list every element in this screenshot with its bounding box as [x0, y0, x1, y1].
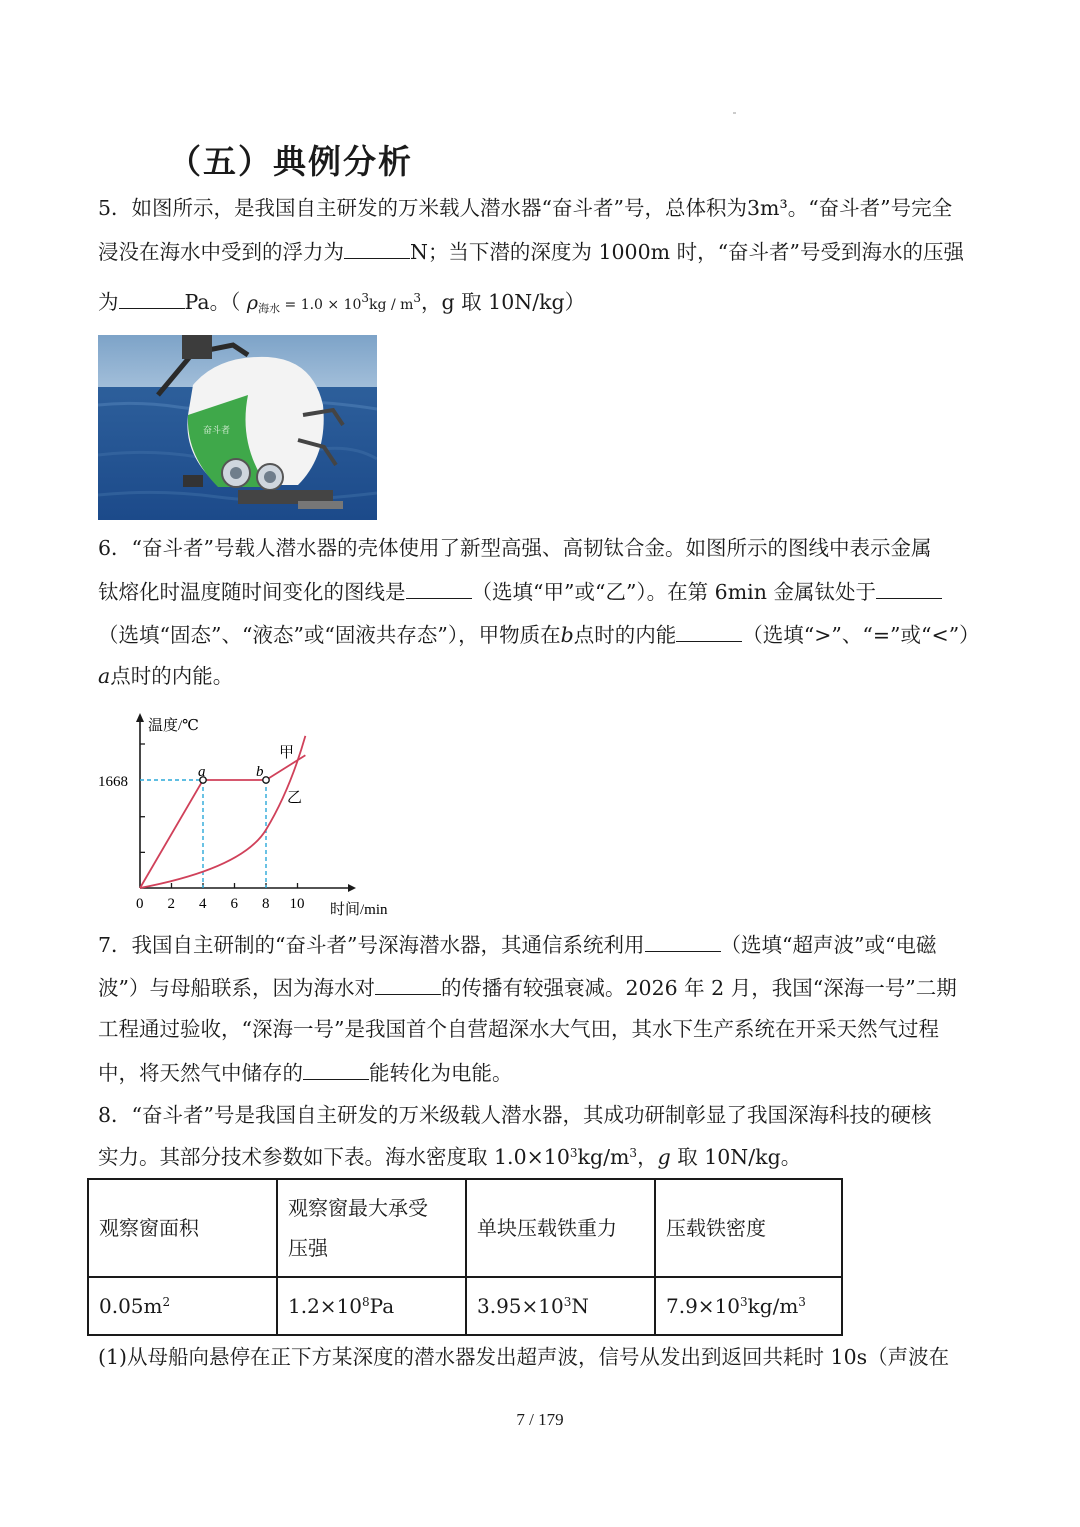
y-axis-label: 温度/℃: [148, 718, 199, 734]
q8-sub-1: (1)从母船向悬停在正下方某深度的潜水器发出超声波，信号从发出到返回共耗时 10s（声波在: [98, 1345, 950, 1369]
table-row: [88, 1277, 842, 1335]
q7-line-4: 中，将天然气中储存的 能转化为电能。: [98, 1057, 513, 1088]
cell-ballast-density: $7.9\times 10^3kg/m^3$: [655, 1277, 842, 1335]
x-axis-label: 时间/min: [330, 902, 388, 918]
q7-blank-attenuation[interactable]: [375, 972, 441, 995]
parameter-table: [87, 1178, 843, 1336]
header-ballast-density: 压载铁密度: [655, 1179, 842, 1277]
x-axis-arrow: [348, 884, 356, 892]
curve-label-jia: 甲: [279, 745, 295, 761]
section-heading: （五）典例分析: [168, 142, 413, 181]
q6-line-3: （选填“固态”、“液态”或“固液共存态”），甲物质在b点时的内能 （选填“>”、“=”或“<”）: [98, 619, 980, 650]
temperature-time-graph: [90, 708, 420, 923]
q5-line-3: 为 Pa。（ $\rho_{海水} = 1.0 \times 10^3kg / m^3$，g 取 10N/kg）: [98, 286, 585, 320]
q7-line-2: 波”）与母船联系，因为海水对 的传播有较强衰减。2026 年 2 月，我国“深海一号”二期: [98, 972, 957, 1003]
x-tick-label: 2: [167, 896, 175, 912]
q6-blank-state[interactable]: [876, 576, 942, 599]
hull-marking: 奋斗者: [203, 426, 231, 436]
q6-line-1: 6．“奋斗者”号载人潜水器的壳体使用了新型高强、高韧钛合金。如图所示的图线中表示金属: [98, 536, 932, 560]
q8-line-2: 实力。其部分技术参数如下表。海水密度取 $1.0\times 10^3kg/m^3$，g 取 10N/kg。: [98, 1145, 802, 1169]
header-max-pressure: 观察窗最大承受 压强: [277, 1179, 466, 1277]
x-tick-label: 8: [262, 896, 270, 912]
q6-blank-energy[interactable]: [676, 619, 742, 642]
q8-line-1: 8．“奋斗者”号是我国自主研发的万米级载人潜水器，其成功研制彰显了我国深海科技的硬核: [98, 1103, 932, 1127]
q5-blank-buoyancy[interactable]: [344, 236, 410, 259]
point-b: [263, 777, 269, 783]
q6-line-2: 钛熔化时温度随时间变化的图线是 （选填“甲”或“乙”）。在第 6min 金属钛处于: [98, 576, 942, 607]
q7-blank-energy[interactable]: [303, 1057, 369, 1080]
curve-jia: [140, 755, 305, 888]
curve-label-yi: 乙: [287, 790, 303, 806]
y-axis-arrow: [136, 713, 144, 722]
header-window-area: 观察窗面积: [88, 1179, 277, 1277]
cell-ballast-weight: $3.95\times 10^3N$: [466, 1277, 655, 1335]
q7-line-1: 7．我国自主研制的“奋斗者”号深海潜水器，其通信系统利用 （选填“超声波”或“电磁: [98, 929, 936, 960]
q7-line-3: 工程通过验收，“深海一号”是我国首个自营超深水大气田，其水下生产系统在开采天然气过程: [98, 1017, 939, 1041]
q5-line-1: 5．如图所示，是我国自主研发的万米载人潜水器“奋斗者”号，总体积为3m³。“奋斗者”号完全: [98, 196, 953, 220]
table-header-row: [88, 1179, 842, 1277]
q5-line-2: 浸没在海水中受到的浮力为 N；当下潜的深度为 1000m 时，“奋斗者”号受到海水的压强: [98, 236, 964, 267]
scan-speck: [733, 112, 736, 114]
cell-max-pressure: $1.2\times 10^8Pa$: [277, 1277, 466, 1335]
point-label-a: a: [198, 764, 206, 780]
page-number: 7 / 179: [516, 1410, 564, 1429]
q7-blank-wave[interactable]: [645, 929, 721, 952]
x-tick-label: 6: [230, 896, 238, 912]
q5-blank-pressure[interactable]: [119, 286, 185, 309]
q6-blank-curve[interactable]: [406, 576, 472, 599]
x-tick-label: 0: [136, 896, 144, 912]
submersible-photo: [98, 335, 377, 520]
x-tick-label: 4: [199, 896, 207, 912]
x-tick-label: 10: [289, 896, 305, 912]
header-ballast-weight: 单块压载铁重力: [466, 1179, 655, 1277]
y-tick-1668: 1668: [98, 774, 128, 790]
q6-line-4: a点时的内能。: [98, 664, 234, 688]
cell-window-area: $0.05m^2$: [88, 1277, 277, 1335]
point-label-b: b: [256, 764, 264, 780]
